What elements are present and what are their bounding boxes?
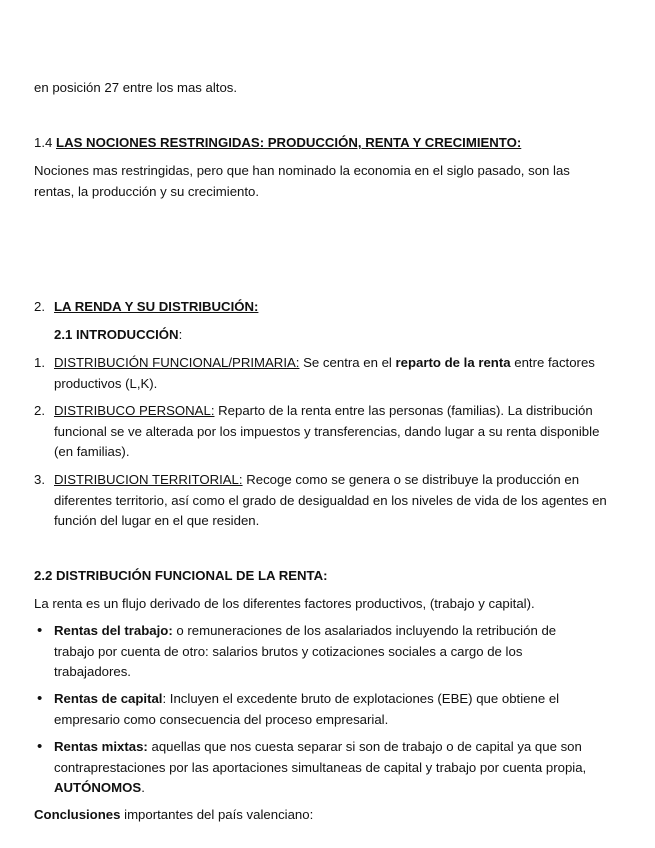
section-number: 1.4 [34,135,53,150]
bullet-bold: Rentas de capital [54,691,163,706]
conclusions-line [34,805,624,826]
section-title: LA RENDA Y SU DISTRIBUCIÓN: [54,299,259,314]
item-heading: DISTRIBUCION TERRITORIAL: [54,472,243,487]
bullet-icon: • [37,738,43,755]
bullet-item [54,621,594,683]
list-number: 2. [34,403,45,418]
bullet-text: o remuneraciones de los asalariados incluyendo la retribución de trabajo por cuenta de otro: salarios brutos y cotizaciones sociales a cargo de los trabajadores. [54,623,557,680]
item-text: entre factores productivos (L,K). [54,355,595,391]
section-title: LAS NOCIONES RESTRINGIDAS: PRODUCCIÓN, RENTA Y CRECIMIENTO: [56,135,522,150]
list-item [54,401,610,463]
bullet-bold: Rentas del trabajo: [54,623,173,638]
bullet-item [54,737,594,799]
bullet-text: : Incluyen el excedente bruto de explotaciones (EBE) que obtiene el empresario como consecuencia del proceso empresarial. [54,691,560,727]
bullet-text: . [141,780,145,796]
section-1-4-body: Nociones mas restringidas, pero que han nominado la economia en el siglo pasado, son las rentas, la producción y su crecimiento. [34,163,570,199]
list-item [54,470,610,532]
subsection-colon: : [178,327,183,342]
list-item [54,353,610,394]
item-text: Reparto de la renta entre las personas (familias). La distribución funcional se ve alterada por los impuestos y transferencias, dando lugar a su renta disponible (en familias). [54,403,600,460]
item-text: Recoge como se genera o se distribuye la producción en diferentes territorio, así como el grado de desigualdad en los niveles de vida de los agentes en función del lugar en el que residen. [54,472,607,529]
bullet-text: aquellas que nos cuesta separar si son de trabajo o de capital ya que son contraprestaciones por las aportaciones simultaneas de capital y trabajo por cuenta propia, [54,739,587,775]
top-line: en posición 27 entre los mas altos. [34,80,238,95]
conclusions-bold: Conclusiones [34,807,121,822]
section-1-4-heading [34,133,624,154]
item-heading: DISTRIBUCIÓN FUNCIONAL/PRIMARIA: [54,355,300,370]
item-heading: DISTRIBUCO PERSONAL: [54,403,215,418]
item-text: Se centra en el [299,355,396,370]
conclusions-text: importantes del país valenciano: [120,807,314,822]
subsection-title: 2.1 INTRODUCCIÓN [54,327,179,342]
bullet-bold: Rentas mixtas: [54,739,148,754]
bullet-bold: AUTÓNOMOS [54,780,142,796]
list-number: 1. [34,355,45,370]
bullet-item [54,689,594,730]
subsection-2-2-intro: La renta es un flujo derivado de los diferentes factores productivos, (trabajo y capital). [34,596,535,611]
subsection-2-1-heading [54,325,182,346]
subsection-title: 2.2 DISTRIBUCIÓN FUNCIONAL DE LA RENTA: [34,568,328,583]
list-number: 3. [34,472,45,487]
bullet-icon: • [37,690,43,707]
bullet-icon: • [37,622,43,639]
item-bold: reparto de la renta [395,355,511,370]
section-number: 2. [34,299,45,314]
subsection-2-2-heading [34,566,624,587]
